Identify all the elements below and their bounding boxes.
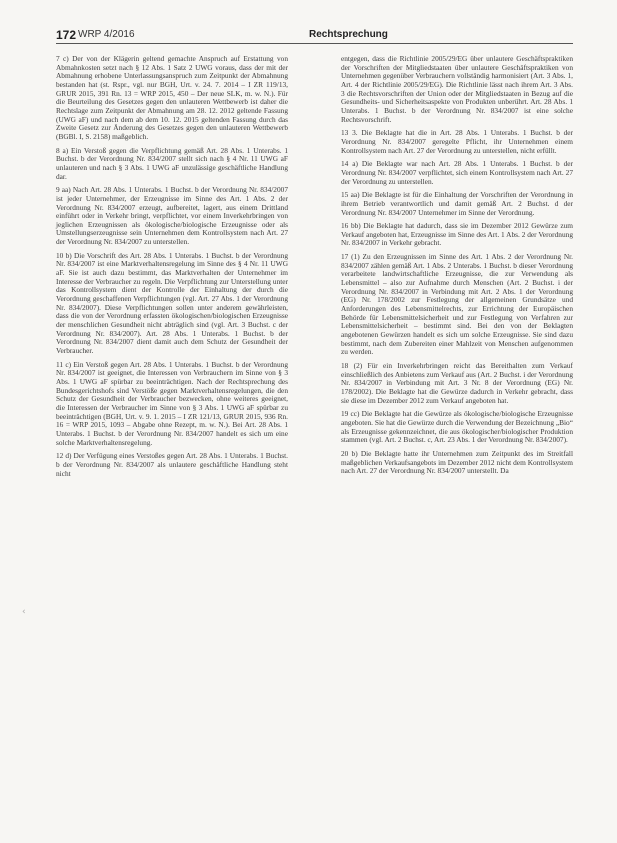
paragraph: 17 (1) Zu den Erzeugnissen im Sinne des Art. 1 Abs. 2 der Verordnung Nr. 834/2007 zählen gemäß Art. 1 Abs. 2 Unterabs. 1 Buchst. b dieser Verordnung verarbeitete landwirtschaftliche Erzeugnisse, die zur Verwendung als Lebensmittel – also zur Aufnahme durch Menschen (Art. 2 Buchst. i der Verordnung Nr. 834/2007 in Verbindung mit Art. 2 Abs. 1 der Verordnung (EG) Nr. 178/2002 zur Festlegung der allgemeinen Grundsätze und Anforderungen des Lebensmittelrechts, zur Errichtung der Europäischen Behörde für Lebensmittelsicherheit und zur Festlegung von Verfahren zur Lebensmittelsicherheit – bestimmt sind. Bei den von der Beklagten angebotenen Gewürzen handelt es sich um solche Erzeugnisse. Sie sind dazu bestimmt, nach dem Zubereiten einer Mahlzeit von Menschen aufgenommen zu werden. [341,252,573,357]
paragraph: 8 a) Ein Verstoß gegen die Verpflichtung gemäß Art. 28 Abs. 1 Unterabs. 1 Buchst. b der Verordnung Nr. 834/2007 stellt sich nach § 4 Nr. 11 UWG aF unlauteren und nach § 3 Abs. 1 UWG aF unzulässige geschäftliche Handlung dar. [56,145,288,181]
section-title: Rechtsprechung [309,29,388,40]
paragraph: 14 a) Die Beklagte war nach Art. 28 Abs. 1 Unterabs. 1 Buchst. b der Verordnung Nr. 834/2007 verpflichtet, sich einem Kontrollsystem nach Art. 27 der Verordnung zu unterstellen. [341,159,573,186]
journal-reference: WRP 4/2016 [78,29,135,40]
left-column [56,55,288,483]
header-rule [56,43,573,44]
paragraph: 13 3. Die Beklagte hat die in Art. 28 Abs. 1 Unterabs. 1 Buchst. b der Verordnung Nr. 834/2007 geregelte Pflicht, ihr Unternehmen einem Kontrollsystem nach Art. 27 der Verordnung zu unterstellen, nicht erfüllt. [341,128,573,155]
paragraph: 19 cc) Die Beklagte hat die Gewürze als ökologische/biologische Erzeugnisse angeboten. Sie hat die Gewürze durch die Verwendung der Bezeichnung „Bio“ als Erzeugnisse gekennzeichnet, die aus ökologischer/biologischer Produktion stammen (vgl. Art. 2 Buchst. c, Art. 23 Abs. 1 der Verordnung Nr. 834/2007). [341,409,573,445]
paragraph: 9 aa) Nach Art. 28 Abs. 1 Unterabs. 1 Buchst. b der Verordnung Nr. 834/2007 ist jeder Unternehmer, der Erzeugnisse im Sinne des Art. 1 Abs. 2 der Verordnung Nr. 834/2007 erzeugt, aufbereitet, lagert, aus einem Drittland einführt oder in Verkehr bringt, verpflichtet, vor einem Inverkehrbringen von jeglichen Erzeugnissen als ökologische/biologische Erzeugnisse oder als Umstellungserzeugnisse sein Unternehmen dem Kontrollsystem nach Art. 27 der Verordnung Nr. 834/2007 zu unterstellen. [56,185,288,247]
paragraph: 15 aa) Die Beklagte ist für die Einhaltung der Vorschriften der Verordnung in ihrem Betrieb verantwortlich und damit gemäß Art. 2 Buchst. d der Verordnung Nr. 834/2007 Unternehmer im Sinne der Verordnung. [341,190,573,217]
paragraph: 11 c) Ein Verstoß gegen Art. 28 Abs. 1 Unterabs. 1 Buchst. b der Verordnung Nr. 834/2007 ist geeignet, die Interessen von Verbrauchern im Sinne von § 3 Abs. 1 UWG aF spürbar zu beeinträchtigen. Nach der Rechtsprechung des Bundesgerichtshofs sind Verstöße gegen Marktverhaltensregelungen, die den Schutz der Gesundheit der Verbraucher bezwecken, ohne weiteres geeignet, die Interessen der Verbraucher im Sinne von § 3 Abs. 1 UWG aF spürbar zu beeinträchtigen (BGH, Urt. v. 9. 1. 2015 – I ZR 121/13, GRUR 2015, 936 Rn. 16 = WRP 2015, 1093 – Abgabe ohne Rezept, m. w. N.). Bei Art. 28 Abs. 1 Unterabs. 1 Buchst. b der Verordnung Nr. 834/2007 handelt es sich um eine solche Marktverhaltensregelung. [56,359,288,447]
paragraph: 7 c) Der von der Klägerin geltend gemachte Anspruch auf Erstattung von Abmahnkosten setzt nach § 12 Abs. 1 Satz 2 UWG voraus, dass der mit der Abmahnung erhobene Unterlassungsanspruch zum Zeitpunkt der Abmahnung bestanden hat (st. Rspr., vgl. nur BGH, Urt. v. 24. 7. 2014 – I ZR 119/13, GRUR 2015, 391 Rn. 13 = WRP 2015, 450 – Der neue SLK, m. w. N.). Für die Beurteilung des Gesetzes gegen den unlauteren Wettbewerb ist daher die Rechtslage zum Zeitpunkt der Abmahnung am 28. 12. 2012 geltende Fassung (UWG aF) und nach dem ab dem 10. 12. 2015 geltenden Fassung durch das Zweite Gesetz zur Änderung des Gesetzes gegen den unlauteren Wettbewerb (BGBl. I, S. 2158) maßgeblich. [56,54,288,141]
paragraph: 12 d) Der Verfügung eines Verstoßes gegen Art. 28 Abs. 1 Unterabs. 1 Buchst. b der Verordnung Nr. 834/2007 als unlautere geschäftliche Handlung steht nicht [56,451,288,478]
paragraph: 18 (2) Für ein Inverkehrbringen reicht das Bereithalten zum Verkauf einschließlich des Anbietens zum Verkauf aus (Art. 2 Buchst. i der Verordnung Nr. 834/2007 in Verbindung mit Art. 3 Nr. 8 der Verordnung (EG) Nr. 178/2002). Die Beklagte hat die Gewürze dadurch in Verkehr gebracht, dass sie diese im Dezember 2012 zum Verkauf angeboten hat. [341,361,573,405]
page-number: 172 [56,28,77,42]
margin-mark: ‹ [22,607,26,617]
paragraph: entgegen, dass die Richtlinie 2005/29/EG über unlautere Geschäftspraktiken der Vorschriften der Mitgliedstaaten über unlautere Geschäftspraktiken von Unternehmen gegenüber Verbrauchern vollständig harmonisiert (Art. 3 Abs. 1, Art. 4 der Richtlinie 2005/29/EG). Die Richtlinie lässt nach ihrem Art. 3 Abs. 3 die Rechtsvorschriften der Union oder der Mitgliedstaaten in Bezug auf die Gesundheits- und Sicherheitsaspekte von Produkten unberührt. Art. 28 Abs. 1 Unterabs. 1 Buchst. b der Verordnung Nr. 834/2007 ist eine solche Rechtsvorschrift. [341,54,573,124]
paragraph: 10 b) Die Vorschrift des Art. 28 Abs. 1 Unterabs. 1 Buchst. b der Verordnung Nr. 834/2007 ist eine Marktverhaltensregelung im Sinne des § 4 Nr. 11 UWG aF. Sie ist auch dazu bestimmt, das Marktverhalten der Unternehmer im Interesse der Verbraucher zu regeln. Die Verpflichtung zur Unterstellung unter das Kontrollsystem dient der Kontrolle der Einhaltung der durch die Verordnung geschaffenen Verpflichtungen (vgl. Art. 27 Abs. 1 der Verordnung Nr. 834/2007). Diese Verpflichtungen sollen unter anderem gewährleisten, dass die von der Verordnung erfassten ökologischen/biologischen Erzeugnisse der menschlichen Gesundheit nicht abträglich sind (vgl. Art. 3 Buchst. c der Verordnung Nr. 834/2007). Art. 28 Abs. 1 Unterabs. 1 Buchst. b der Verordnung Nr. 834/2007 dient damit auch dem Schutz der Gesundheit der Verbraucher. [56,250,288,355]
right-column [341,55,573,481]
paragraph: 20 b) Die Beklagte hatte ihr Unternehmen zum Zeitpunkt des im Streitfall maßgeblichen Verkaufsangebots im Dezember 2012 nicht dem Kontrollsystem nach Art. 27 der Verordnung Nr. 834/2007 unterstellt. Da [341,448,573,476]
page-header [56,27,573,45]
paragraph: 16 bb) Die Beklagte hat dadurch, dass sie im Dezember 2012 Gewürze zum Verkauf angeboten hat, Erzeugnisse im Sinne des Art. 1 Abs. 2 der Verordnung Nr. 834/2007 in Verkehr gebracht. [341,221,573,248]
